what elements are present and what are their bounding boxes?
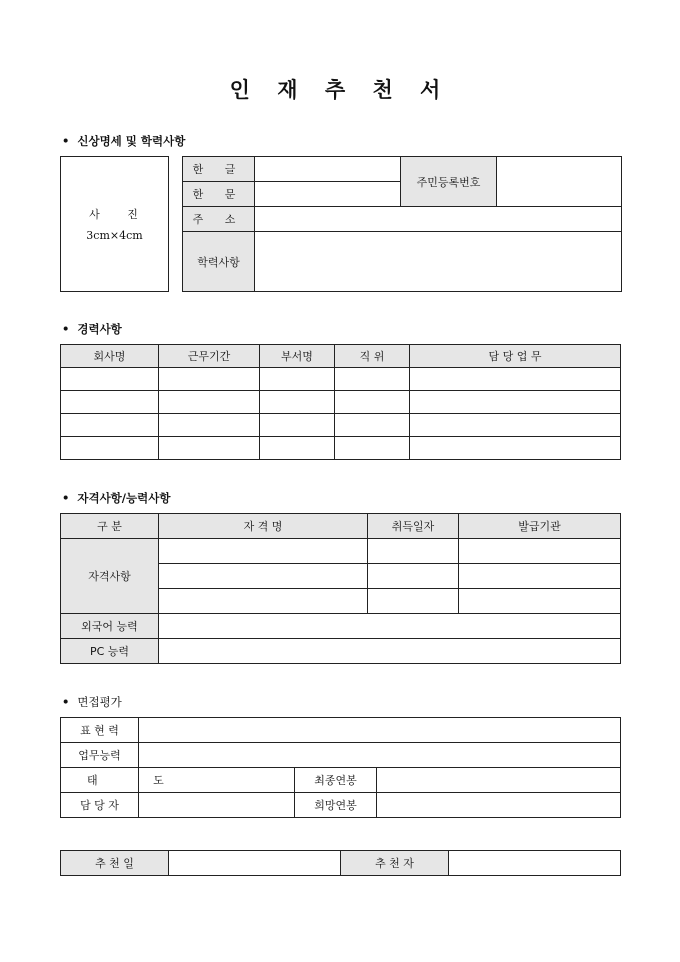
final-salary-field[interactable] — [377, 768, 621, 793]
career-cell[interactable] — [61, 414, 159, 437]
language-label: 외국어 능력 — [61, 614, 159, 639]
recommender-label: 추 천 자 — [341, 851, 449, 876]
education-field[interactable] — [255, 232, 622, 292]
career-cell[interactable] — [410, 414, 621, 437]
interview-table — [60, 717, 621, 818]
desired-salary-field[interactable] — [377, 793, 621, 818]
career-cell[interactable] — [159, 368, 260, 391]
qualification-label: 자격사항 — [61, 539, 159, 614]
bullet-icon: • — [62, 491, 70, 505]
resident-number-field[interactable] — [497, 157, 622, 207]
career-cell[interactable] — [335, 368, 410, 391]
bullet-icon: • — [62, 134, 70, 148]
attitude-label: 태 도 — [61, 768, 139, 793]
address-label: 주 소 — [183, 207, 255, 232]
photo-box[interactable] — [60, 156, 169, 292]
qualification-table — [60, 513, 621, 664]
career-cell[interactable] — [410, 437, 621, 460]
qual-cell[interactable] — [368, 589, 459, 614]
recommend-date-label: 추 천 일 — [61, 851, 169, 876]
qual-cell[interactable] — [459, 564, 621, 589]
qual-col-category: 구 분 — [61, 514, 159, 539]
qual-cell[interactable] — [368, 539, 459, 564]
final-salary-label: 최종연봉 — [295, 768, 377, 793]
expression-field[interactable] — [139, 718, 621, 743]
language-field[interactable] — [159, 614, 621, 639]
manager-field[interactable] — [139, 793, 295, 818]
bullet-icon: • — [62, 322, 70, 336]
section-heading-personal: • 신상명세 및 학력사항 — [62, 134, 186, 148]
desired-salary-label: 희망연봉 — [295, 793, 377, 818]
qual-cell[interactable] — [159, 589, 368, 614]
qual-col-issuer: 발급기관 — [459, 514, 621, 539]
section-heading-career: • 경력사항 — [62, 322, 122, 336]
recommendation-table — [60, 850, 621, 876]
table-row — [61, 368, 621, 391]
career-cell[interactable] — [410, 368, 621, 391]
hanja-name-field[interactable] — [255, 182, 401, 207]
career-cell[interactable] — [260, 414, 335, 437]
career-cell[interactable] — [260, 368, 335, 391]
career-cell[interactable] — [335, 414, 410, 437]
photo-label: 사 진 — [89, 208, 150, 221]
recommender-field[interactable] — [449, 851, 621, 876]
qual-cell[interactable] — [459, 589, 621, 614]
career-cell[interactable] — [159, 414, 260, 437]
table-row — [61, 391, 621, 414]
career-cell[interactable] — [335, 437, 410, 460]
career-cell[interactable] — [260, 437, 335, 460]
career-col-duties: 담 당 업 무 — [410, 345, 621, 368]
personal-info-table — [182, 156, 622, 292]
education-label: 학력사항 — [183, 232, 255, 292]
table-row — [61, 414, 621, 437]
hanja-name-label: 한 문 — [183, 182, 255, 207]
photo-size: 3cm×4cm — [86, 229, 143, 242]
qual-cell[interactable] — [459, 539, 621, 564]
career-cell[interactable] — [159, 437, 260, 460]
korean-name-label: 한 글 — [183, 157, 255, 182]
expression-label: 표 현 력 — [61, 718, 139, 743]
section-heading-interview: • 면접평가 — [62, 695, 122, 709]
career-col-department: 부서명 — [260, 345, 335, 368]
qual-cell[interactable] — [159, 564, 368, 589]
career-col-position: 직 위 — [335, 345, 410, 368]
page-title: 인 재 추 천 서 — [229, 77, 451, 102]
career-table — [60, 344, 621, 460]
resident-number-label: 주민등록번호 — [401, 157, 497, 207]
bullet-icon: • — [62, 695, 70, 709]
career-cell[interactable] — [159, 391, 260, 414]
korean-name-field[interactable] — [255, 157, 401, 182]
pc-field[interactable] — [159, 639, 621, 664]
career-col-company: 회사명 — [61, 345, 159, 368]
pc-label: PC 능력 — [61, 639, 159, 664]
career-cell[interactable] — [61, 368, 159, 391]
recommend-date-field[interactable] — [169, 851, 341, 876]
manager-label: 담 당 자 — [61, 793, 139, 818]
qual-col-date: 취득일자 — [368, 514, 459, 539]
table-row — [61, 437, 621, 460]
career-cell[interactable] — [61, 391, 159, 414]
qual-col-name: 자 격 명 — [159, 514, 368, 539]
career-cell[interactable] — [61, 437, 159, 460]
qual-cell[interactable] — [159, 539, 368, 564]
work-ability-label: 업무능력 — [61, 743, 139, 768]
address-field[interactable] — [255, 207, 622, 232]
career-cell[interactable] — [335, 391, 410, 414]
career-cell[interactable] — [260, 391, 335, 414]
section-heading-qualification: • 자격사항/능력사항 — [62, 491, 171, 505]
career-cell[interactable] — [410, 391, 621, 414]
career-col-period: 근무기간 — [159, 345, 260, 368]
qual-cell[interactable] — [368, 564, 459, 589]
work-ability-field[interactable] — [139, 743, 621, 768]
table-row — [61, 539, 621, 564]
